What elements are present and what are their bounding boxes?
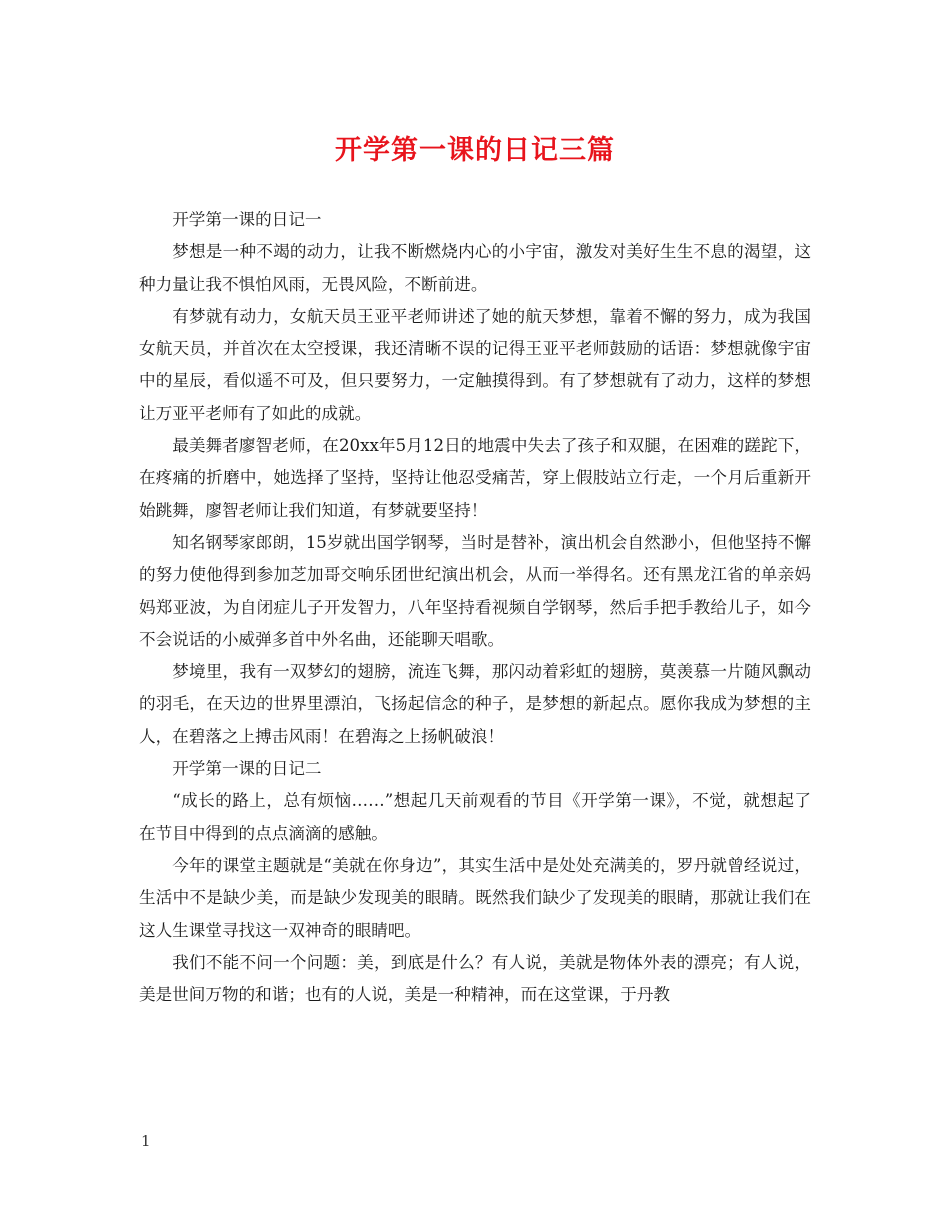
document-title: 开学第一课的日记三篇 (335, 135, 615, 166)
document-body (139, 204, 811, 1011)
paragraph: 梦境里，我有一双梦幻的翅膀，流连飞舞，那闪动着彩虹的翅膀，莫羡慕一片随风飘动的羽毛，在天边的世界里漂泊，飞扬起信念的种子，是梦想的新起点。愿你我成为梦想的主人，在碧落之上搏击风雨！在碧海之上扬帆破浪！ (139, 662, 811, 746)
paragraph-heading-diary-2: 开学第一课的日记二 (172, 759, 322, 779)
paragraph: 知名钢琴家郎朗，15岁就出国学钢琴，当时是替补，演出机会自然渺小，但他坚持不懈的努力使他得到参加芝加哥交响乐团世纪演出机会，从而一举得名。还有黑龙江省的单亲妈妈郑亚波，为自闭症儿子开发智力，八年坚持看视频自学钢琴，然后手把手教给儿子，如今不会说话的小威弹多首中外名曲，还能聊天唱歌。 (139, 532, 811, 649)
paragraph: 我们不能不问一个问题：美，到底是什么？有人说，美就是物体外表的漂亮；有人说，美是世间万物的和谐；也有的人说，美是一种精神，而在这堂课，于丹教 (139, 952, 811, 1005)
paragraph: 梦想是一种不竭的动力，让我不断燃烧内心的小宇宙，激发对美好生生不息的渴望，这种力量让我不惧怕风雨，无畏风险，不断前进。 (139, 242, 811, 294)
page-number: 1 (141, 1132, 151, 1150)
paragraph: 最美舞者廖智老师，在20xx年5月12日的地震中失去了孩子和双腿，在困难的蹉跎下，在疼痛的折磨中，她选择了坚持，坚持让他忍受痛苦，穿上假肢站立行走，一个月后重新开始跳舞，廖智老师让我们知道，有梦就要坚持！ (139, 436, 811, 520)
paragraph: 有梦就有动力，女航天员王亚平老师讲述了她的航天梦想，靠着不懈的努力，成为我国女航天员，并首次在太空授课，我还清晰不误的记得王亚平老师鼓励的话语：梦想就像宇宙中的星辰，看似遥不可及，但只要努力，一定触摸得到。有了梦想就有了动力，这样的梦想让万亚平老师有了如此的成就。 (139, 306, 811, 423)
paragraph-heading-diary-1: 开学第一课的日记一 (172, 210, 322, 229)
paragraph: 今年的课堂主题就是“美就在你身边”，其实生活中是处处充满美的，罗丹就曾经说过，生活中不是缺少美，而是缺少发现美的眼睛。既然我们缺少了发现美的眼睛，那就让我们在这人生课堂寻找这一双神奇的眼睛吧。 (139, 855, 811, 940)
paragraph: “成长的路上，总有烦恼……”想起几天前观看的节目《开学第一课》，不觉，就想起了在节目中得到的点点滴滴的感触。 (139, 791, 811, 843)
